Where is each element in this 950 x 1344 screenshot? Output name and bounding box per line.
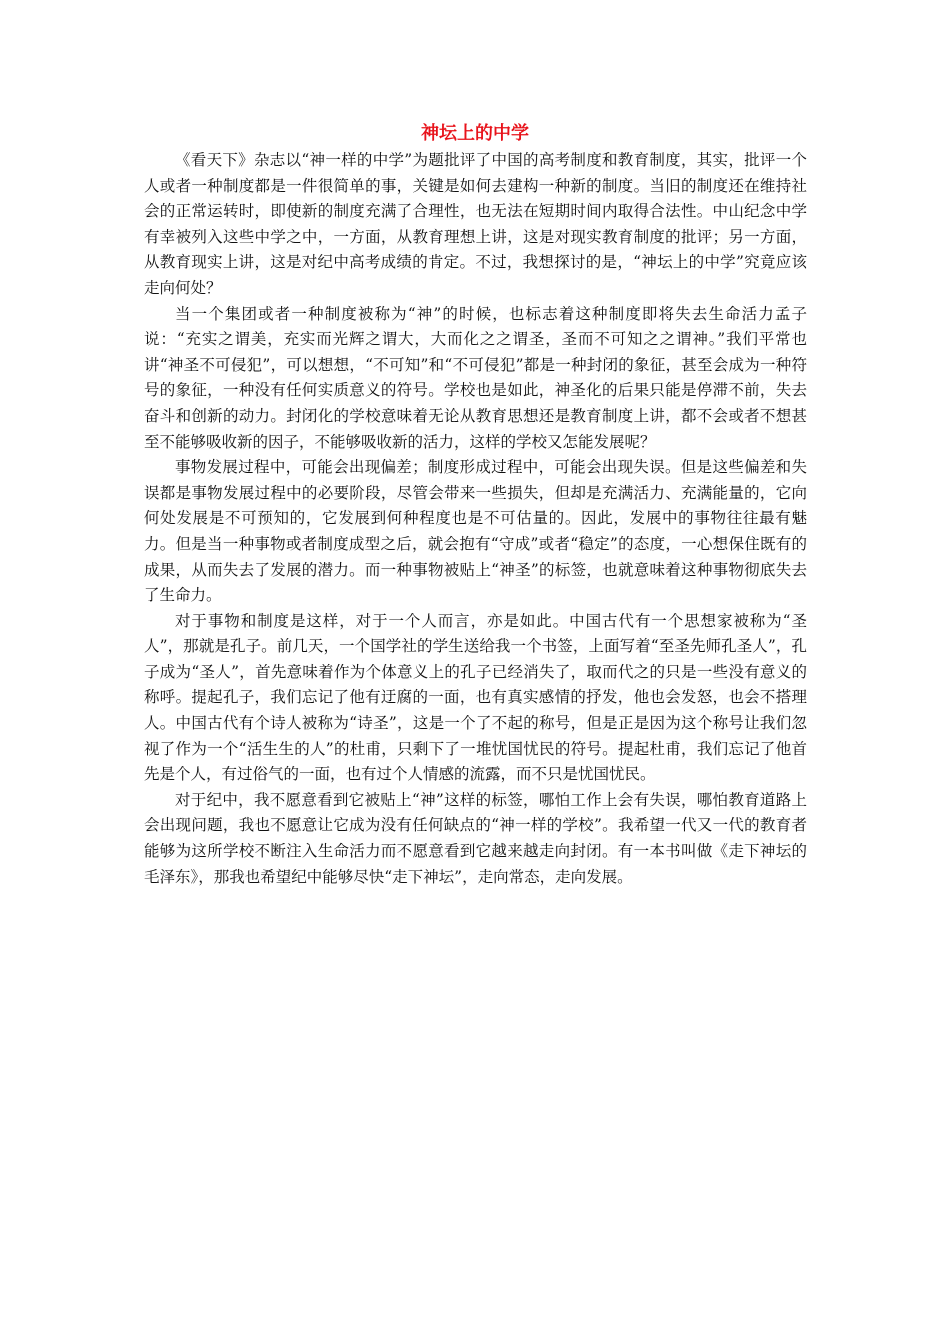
- paragraph: 当一个集团或者一种制度被称为“神”的时候，也标志着这种制度即将失去生命活力孟子说：“充实之谓美，充实而光辉之谓大，大而化之之谓圣，圣而不可知之之谓神。”我们平常也讲“神圣不可侵犯”，可以想想，“不可知”和“不可侵犯”都是一种封闭的象征，甚至会成为一种符号的象征，一种没有任何实质意义的符号。学校也是如此，神圣化的后果只能是停滞不前，失去奋斗和创新的动力。封闭化的学校意味着无论从教育思想还是教育制度上讲，都不会或者不想甚至不能够吸收新的因子，不能够吸收新的活力，这样的学校又怎能发展呢？: [144, 304, 807, 451]
- paragraph: 事物发展过程中，可能会出现偏差；制度形成过程中，可能会出现失误。但是这些偏差和失误都是事物发展过程中的必要阶段，尽管会带来一些损失，但却是充满活力、充满能量的，它向何处发展是不可预知的，它发展到何种程度也是不可估量的。因此，发展中的事物往往最有魅力。但是当一种事物或者制度成型之后，就会抱有“守成”或者“稳定”的态度，一心想保住既有的成果，从而失去了发展的潜力。而一种事物被贴上“神圣”的标签，也就意味着这种事物彻底失去了生命力。: [144, 458, 807, 605]
- paragraph: 对于纪中，我不愿意看到它被贴上“神”这样的标签，哪怕工作上会有失误，哪怕教育道路上会出现问题，我也不愿意让它成为没有任何缺点的“神一样的学校”。我希望一代又一代的教育者能够为这所学校不断注入生命活力而不愿意看到它越来越走向封闭。有一本书叫做《走下神坛的毛泽东》，那我也希望纪中能够尽快“走下神坛”，走向常态，走向发展。: [144, 790, 807, 886]
- document-body: [144, 148, 807, 890]
- paragraph: 对于事物和制度是这样，对于一个人而言，亦是如此。中国古代有一个思想家被称为“圣人”，那就是孔子。前几天，一个国学社的学生送给我一个书签，上面写着“至圣先师孔圣人”，孔子成为“圣人”，首先意味着作为个体意义上的孔子已经消失了，取而代之的只是一些没有意义的称呼。提起孔子，我们忘记了他有迂腐的一面，也有真实感情的抒发，他也会发怒，也会不搭理人。中国古代有个诗人被称为“诗圣”，这是一个了不起的称号，但是正是因为这个称号让我们忽视了作为一个“活生生的人”的杜甫，只剩下了一堆忧国忧民的符号。提起杜甫，我们忘记了他首先是个人，有过俗气的一面，也有过个人情感的流露，而不只是忧国忧民。: [144, 611, 807, 784]
- document-title: 神坛上的中学: [421, 123, 529, 144]
- paragraph: 《看天下》杂志以“神一样的中学”为题批评了中国的高考制度和教育制度，其实，批评一个人或者一种制度都是一件很简单的事，关键是如何去建构一种新的制度。当旧的制度还在维持社会的正常运转时，即使新的制度充满了合理性，也无法在短期时间内取得合法性。中山纪念中学有幸被列入这些中学之中，一方面，从教育理想上讲，这是对现实教育制度的批评；另一方面，从教育现实上讲，这是对纪中高考成绩的肯定。不过，我想探讨的是，“神坛上的中学”究竟应该走向何处？: [144, 151, 807, 297]
